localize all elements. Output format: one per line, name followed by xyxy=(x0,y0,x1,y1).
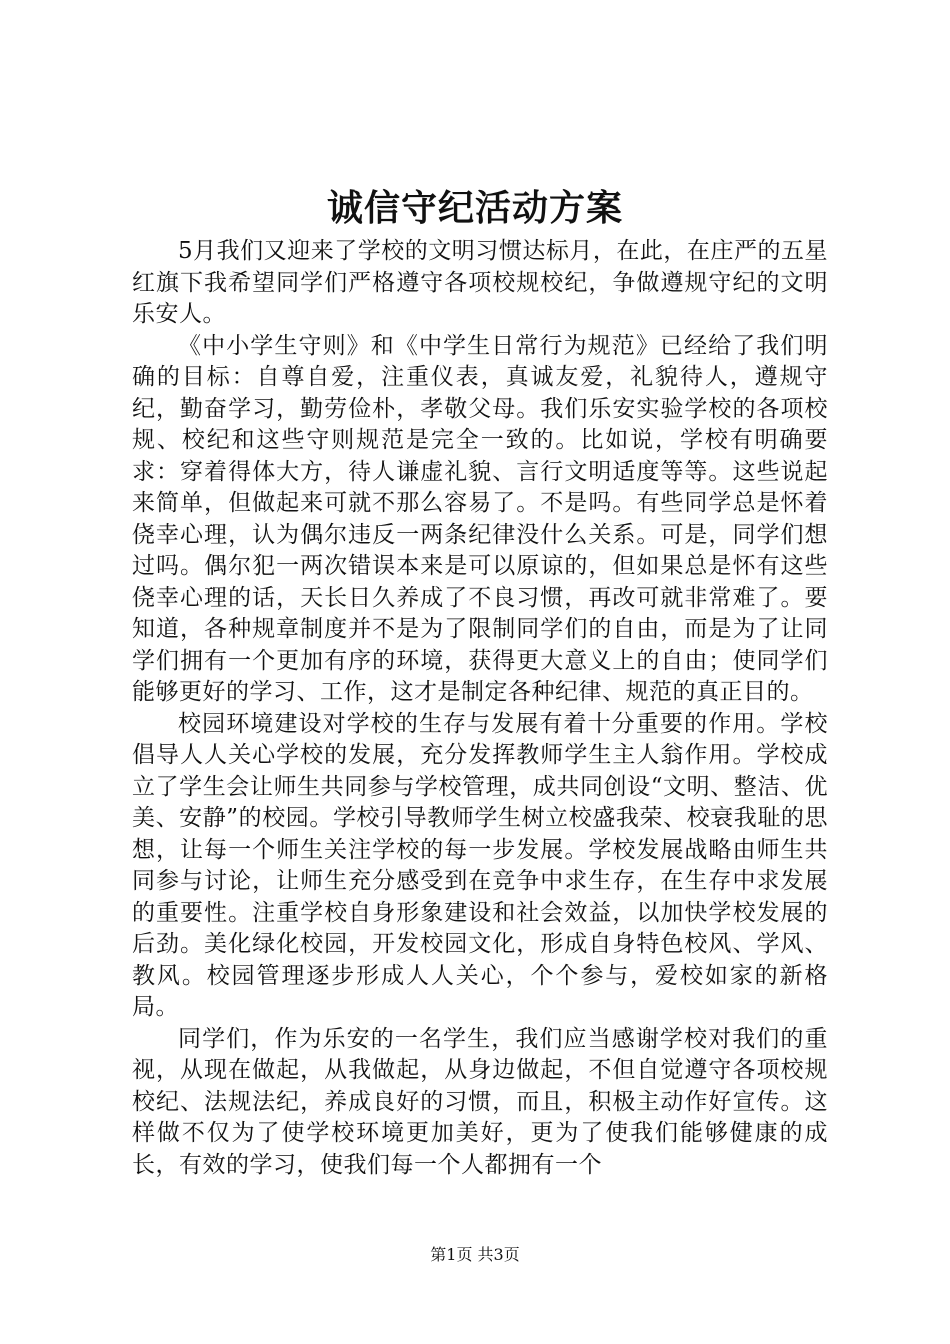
paragraph: 同学们，作为乐安的一名学生，我们应当感谢学校对我们的重视，从现在做起，从我做起，从身边做起，不但自觉遵守各项校规校纪、法规法纪，养成良好的习惯，而且，积极主动作好宣传。这样做不仅为了使学校环境更加美好，更为了使我们能够健康的成长，有效的学习，使我们每一个人都拥有一个 xyxy=(132,1025,828,1178)
page-footer: 第1页 共3页 xyxy=(430,1245,520,1264)
paragraph: 5月我们又迎来了学校的文明习惯达标月，在此，在庄严的五星红旗下我希望同学们严格遵守各项校规校纪，争做遵规守纪的文明乐安人。 xyxy=(132,238,828,327)
paragraph: 《中小学生守则》和《中学生日常行为规范》已经给了我们明确的目标：自尊自爱，注重仪表，真诚友爱，礼貌待人，遵规守纪，勤奋学习，勤劳俭朴，孝敬父母。我们乐安实验学校的各项校规、校纪和这些守则规范是完全一致的。比如说，学校有明确要求：穿着得体大方，待人谦虚礼貌、言行文明适度等等。这些说起来简单，但做起来可就不那么容易了。不是吗。有些同学总是怀着侥幸心理，认为偶尔违反一两条纪律没什么关系。可是，同学们想过吗。偶尔犯一两次错误本来是可以原谅的，但如果总是怀有这些侥幸心理的话，天长日久养成了不良习惯，再改可就非常难了。要知道，各种规章制度并不是为了限制同学们的自由，而是为了让同学们拥有一个更加有序的环境，获得更大意义上的自由；使同学们能够更好的学习、工作，这才是制定各种纪律、规范的真正目的。 xyxy=(132,332,828,705)
document-title: 诚信守纪活动方案 xyxy=(326,187,623,229)
document-body xyxy=(132,236,828,1181)
paragraph: 校园环境建设对学校的生存与发展有着十分重要的作用。学校倡导人人关心学校的发展，充分发挥教师学生主人翁作用。学校成立了学生会让师生共同参与学校管理，成共同创设“文明、整洁、优美、安静”的校园。学校引导教师学生树立校盛我荣、校衰我耻的思想，让每一个师生关注学校的每一步发展。学校发展战略由师生共同参与讨论，让师生充分感受到在竞争中求生存，在生存中求发展的重要性。注重学校自身形象建设和社会效益，以加快学校发展的后劲。美化绿化校园，开发校园文化，形成自身特色校风、学风、教风。校园管理逐步形成人人关心，个个参与，爱校如家的新格局。 xyxy=(132,710,828,1020)
